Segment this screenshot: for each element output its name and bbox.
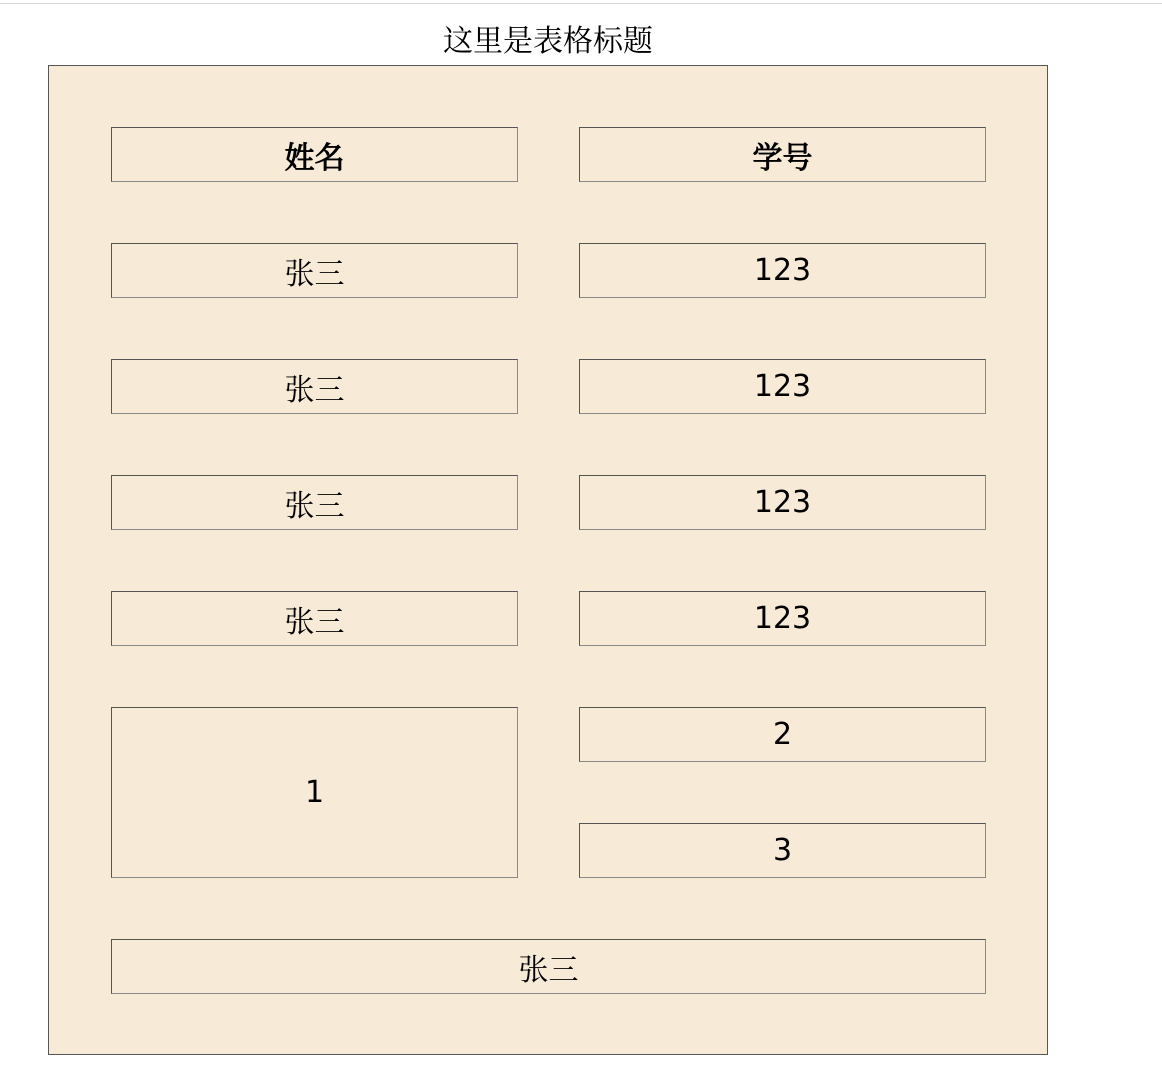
- table-cell: 123: [579, 359, 986, 414]
- table-cell: 123: [579, 475, 986, 530]
- table-cell: 123: [579, 243, 986, 298]
- header-cell-id: 学号: [579, 127, 986, 182]
- table-cell: 张三: [111, 359, 518, 414]
- data-table: [48, 65, 1048, 1055]
- table-cell: 2: [579, 707, 986, 762]
- table-cell: 张三: [111, 475, 518, 530]
- table-caption: 这里是表格标题: [443, 24, 653, 59]
- footer-merged-cell: 张三: [111, 939, 986, 994]
- top-divider: [0, 3, 1162, 4]
- header-cell-name: 姓名: [111, 127, 518, 182]
- table-cell: 张三: [111, 243, 518, 298]
- table-cell: 张三: [111, 591, 518, 646]
- table-cell: 123: [579, 591, 986, 646]
- merged-cell: 1: [111, 707, 518, 878]
- table-cell: 3: [579, 823, 986, 878]
